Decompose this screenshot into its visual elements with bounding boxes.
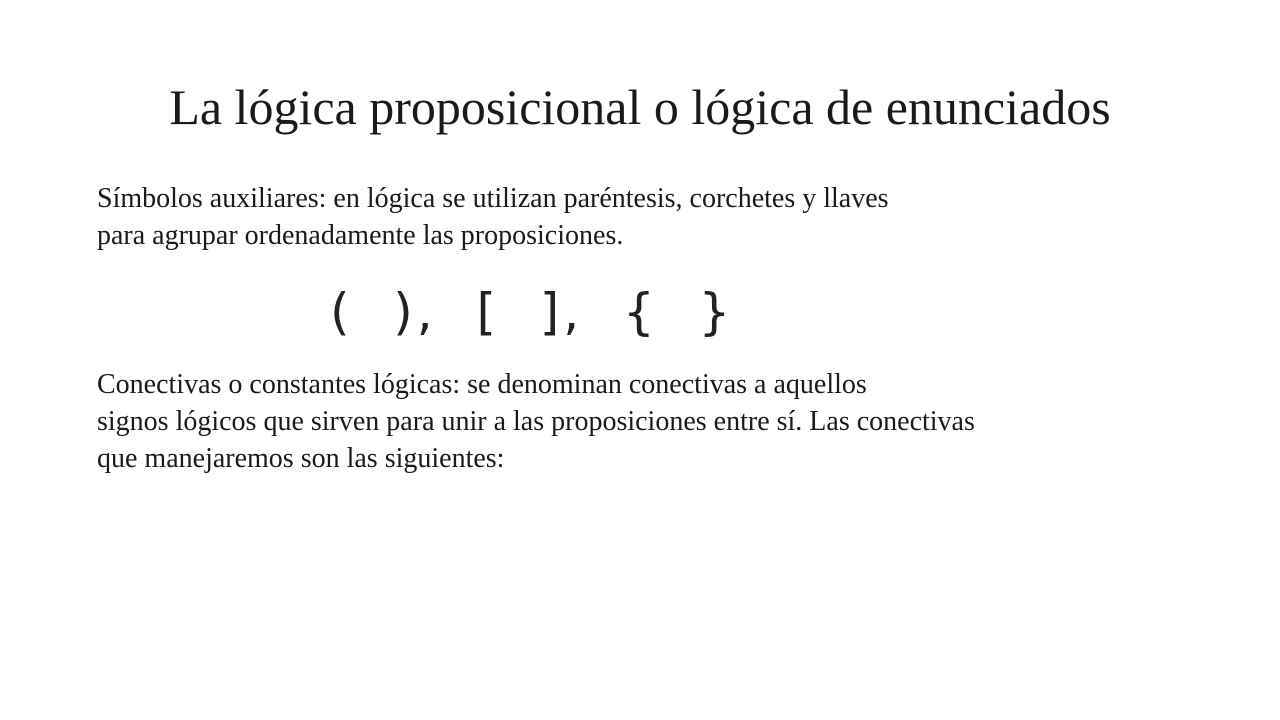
- paragraph-line: para agrupar ordenadamente las proposiciones.: [97, 220, 624, 251]
- auxiliary-symbols-paragraph: [97, 180, 889, 254]
- paragraph-line: Símbolos auxiliares: en lógica se utilizan paréntesis, corchetes y llaves: [97, 183, 889, 214]
- slide-title: La lógica proposicional o lógica de enunciados: [169, 79, 1111, 135]
- paragraph-line: Conectivas o constantes lógicas: se denominan conectivas a aquellos: [97, 369, 867, 400]
- paragraph-line: que manejaremos son las siguientes:: [97, 443, 505, 474]
- grouping-symbols-image: ( ), [ ], { }: [330, 283, 735, 341]
- connectives-paragraph: [97, 366, 975, 477]
- paragraph-line: signos lógicos que sirven para unir a las proposiciones entre sí. Las conectivas: [97, 406, 975, 437]
